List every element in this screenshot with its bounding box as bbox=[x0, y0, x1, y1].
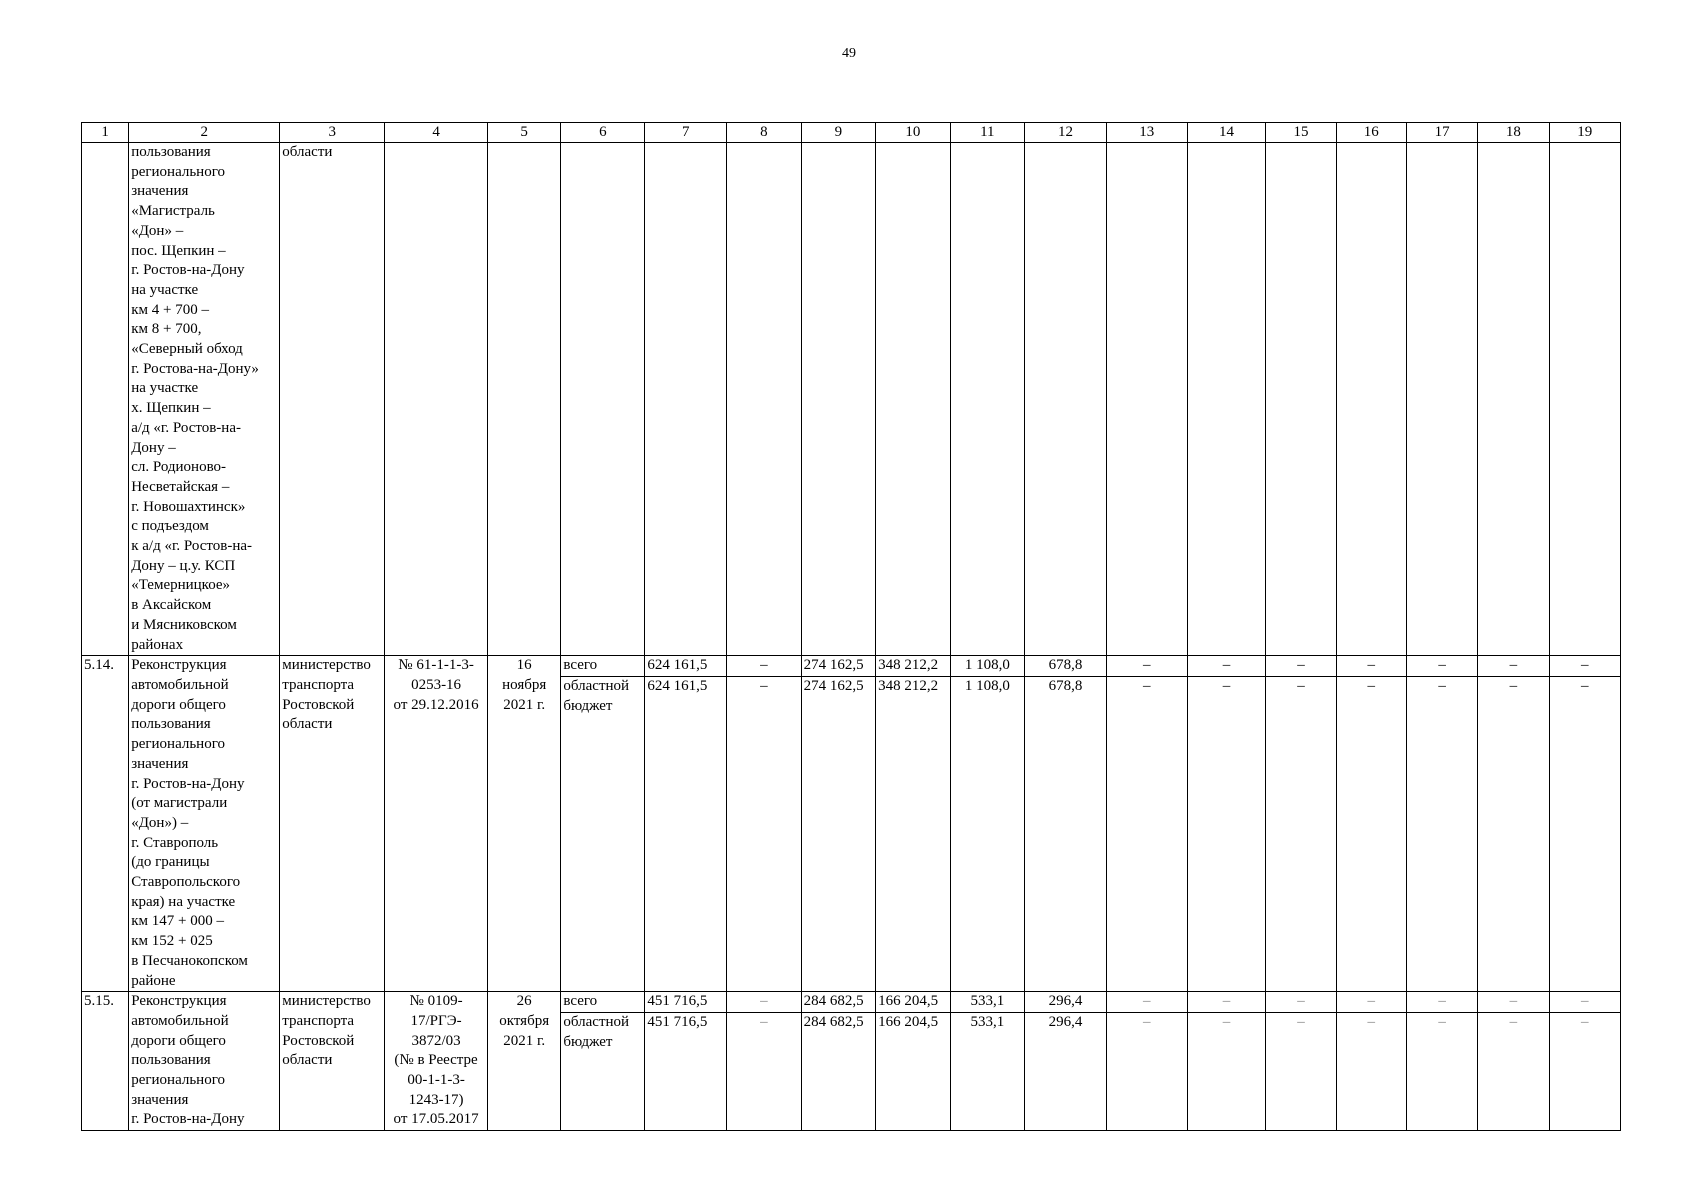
value-cell bbox=[950, 992, 1024, 1131]
value-budget: – bbox=[1550, 676, 1620, 697]
empty-cell bbox=[876, 143, 950, 656]
value-cell bbox=[1406, 656, 1477, 992]
column-number: 13 bbox=[1106, 123, 1187, 143]
empty-cell bbox=[1187, 143, 1266, 656]
value-budget: 348 212,2 bbox=[876, 676, 949, 697]
value-total: 624 161,5 bbox=[647, 657, 708, 674]
value-total: – bbox=[1143, 657, 1151, 674]
expertise-doc-cell: № 0109- 17/РГЭ- 3872/03 (№ в Реестре 00-1-1-3- 1243-17) от 17.05.2017 bbox=[385, 992, 488, 1131]
value-budget: – bbox=[1478, 1012, 1548, 1033]
value-total: – bbox=[1367, 657, 1376, 674]
value-cell bbox=[1106, 656, 1187, 992]
empty-cell bbox=[561, 143, 645, 656]
value-budget: 296,4 bbox=[1025, 1012, 1106, 1033]
value-cell bbox=[1406, 992, 1477, 1131]
value-budget: – bbox=[1478, 676, 1548, 697]
column-number: 1 bbox=[82, 123, 129, 143]
value-total: – bbox=[1297, 993, 1305, 1010]
value-budget: – bbox=[1266, 676, 1335, 697]
value-total: – bbox=[1367, 993, 1376, 1010]
column-number: 2 bbox=[129, 123, 280, 143]
funding-source-cell bbox=[561, 992, 645, 1131]
funding-total-label: всего bbox=[563, 993, 598, 1010]
empty-cell bbox=[1406, 143, 1477, 656]
column-number: 10 bbox=[876, 123, 950, 143]
value-budget: 451 716,5 bbox=[645, 1012, 726, 1033]
column-number: 14 bbox=[1187, 123, 1266, 143]
value-total: 274 162,5 bbox=[803, 657, 864, 674]
column-number: 7 bbox=[645, 123, 727, 143]
empty-cell bbox=[727, 143, 801, 656]
value-cell bbox=[1549, 656, 1620, 992]
column-number: 11 bbox=[950, 123, 1024, 143]
value-cell bbox=[1025, 992, 1107, 1131]
value-budget: – bbox=[1107, 1012, 1187, 1033]
column-number: 3 bbox=[280, 123, 385, 143]
column-number: 15 bbox=[1266, 123, 1336, 143]
value-cell bbox=[727, 656, 801, 992]
object-name-cell: Реконструкция автомобильной дороги общего пользования регионального значения г. Ростов-на-Дону bbox=[129, 992, 280, 1131]
value-budget: 166 204,5 bbox=[876, 1012, 949, 1033]
funding-source-cell bbox=[561, 656, 645, 992]
column-number: 4 bbox=[385, 123, 488, 143]
empty-cell bbox=[1106, 143, 1187, 656]
value-budget: – bbox=[1188, 676, 1266, 697]
value-cell bbox=[645, 656, 727, 992]
empty-cell bbox=[1336, 143, 1406, 656]
value-total: – bbox=[1438, 657, 1446, 674]
value-total: 284 682,5 bbox=[803, 993, 864, 1010]
column-number: 18 bbox=[1478, 123, 1549, 143]
value-cell bbox=[1549, 992, 1620, 1131]
value-cell bbox=[1336, 992, 1406, 1131]
value-cell bbox=[1187, 656, 1266, 992]
value-total: – bbox=[1509, 993, 1518, 1010]
column-number-row bbox=[82, 123, 1621, 143]
value-cell bbox=[801, 656, 875, 992]
value-total: 166 204,5 bbox=[878, 993, 939, 1010]
value-total: – bbox=[1143, 993, 1151, 1010]
budget-table bbox=[81, 122, 1621, 1131]
value-budget: – bbox=[727, 1012, 800, 1033]
row-number-cell: 5.15. bbox=[82, 992, 129, 1131]
value-cell bbox=[1478, 992, 1549, 1131]
funding-total-label: всего bbox=[563, 657, 598, 674]
value-cell bbox=[1025, 656, 1107, 992]
customer-cell: области bbox=[280, 143, 385, 656]
value-cell bbox=[801, 992, 875, 1131]
funding-budget-label: областной бюджет bbox=[561, 1012, 644, 1052]
value-cell bbox=[876, 656, 950, 992]
value-budget: – bbox=[1107, 676, 1187, 697]
value-total: – bbox=[760, 657, 768, 674]
funding-budget-label: областной бюджет bbox=[561, 676, 644, 716]
value-cell bbox=[1187, 992, 1266, 1131]
value-total: – bbox=[760, 993, 768, 1010]
value-budget: – bbox=[1266, 1012, 1335, 1033]
column-number: 12 bbox=[1025, 123, 1107, 143]
expertise-doc-cell: № 61-1-1-3- 0253-16 от 29.12.2016 bbox=[385, 656, 488, 992]
value-cell bbox=[876, 992, 950, 1131]
column-number: 5 bbox=[487, 123, 560, 143]
empty-cell bbox=[1478, 143, 1549, 656]
value-budget: – bbox=[1407, 676, 1477, 697]
value-cell bbox=[645, 992, 727, 1131]
value-budget: 678,8 bbox=[1025, 676, 1106, 697]
object-name-cell: пользования регионального значения «Магистраль «Дон» – пос. Щепкин – г. Ростов-на-Дону на участке км 4 + 700 – км 8 + 700, «Северный обход г. Ростова-на-Дону» на участке х. Щепкин – а/д «г. Ростов-на- Дону – сл. Родионово- Несветайская – г. Новошахтинск» с подъездом к а/д «г. Ростов-на- Дону – ц.у. КСП «Темерницкое» в Аксайском и Мясниковском районах bbox=[129, 143, 280, 656]
value-budget: 624 161,5 bbox=[645, 676, 726, 697]
empty-cell bbox=[1266, 143, 1336, 656]
table-row-5-14 bbox=[82, 656, 1621, 992]
column-number: 19 bbox=[1549, 123, 1620, 143]
empty-cell bbox=[645, 143, 727, 656]
value-budget: 274 162,5 bbox=[802, 676, 875, 697]
value-total: 451 716,5 bbox=[647, 993, 708, 1010]
column-number: 6 bbox=[561, 123, 645, 143]
value-total: – bbox=[1509, 657, 1518, 674]
object-name-cell: Реконструкция автомобильной дороги общего пользования регионального значения г. Ростов-на-Дону (от магистрали «Дон») – г. Ставрополь (до границы Ставропольского края) на участке км 147 + 000 – км 152 + 025 в Песчанокопском районе bbox=[129, 656, 280, 992]
value-total: – bbox=[1297, 657, 1305, 674]
value-total: 1 108,0 bbox=[964, 657, 1010, 674]
value-budget: – bbox=[1188, 1012, 1266, 1033]
value-total: – bbox=[1222, 657, 1231, 674]
row-number-cell: 5.14. bbox=[82, 656, 129, 992]
value-cell bbox=[950, 656, 1024, 992]
date-cell: 16 ноября 2021 г. bbox=[487, 656, 560, 992]
column-number: 17 bbox=[1406, 123, 1477, 143]
empty-cell bbox=[385, 143, 488, 656]
value-cell bbox=[1336, 656, 1406, 992]
customer-cell: министерство транспорта Ростовской области bbox=[280, 992, 385, 1131]
value-total: 296,4 bbox=[1048, 993, 1083, 1010]
value-budget: – bbox=[1337, 676, 1406, 697]
value-total: – bbox=[1438, 993, 1446, 1010]
empty-cell bbox=[1549, 143, 1620, 656]
table-row-continuation bbox=[82, 143, 1621, 656]
value-total: 348 212,2 bbox=[878, 657, 939, 674]
value-total: – bbox=[1222, 993, 1231, 1010]
value-cell bbox=[1266, 992, 1336, 1131]
row-number-cell bbox=[82, 143, 129, 656]
value-cell bbox=[1478, 656, 1549, 992]
column-number: 8 bbox=[727, 123, 801, 143]
empty-cell bbox=[1025, 143, 1107, 656]
value-cell bbox=[1106, 992, 1187, 1131]
value-budget: – bbox=[727, 676, 800, 697]
value-budget: 533,1 bbox=[951, 1012, 1024, 1033]
value-cell bbox=[727, 992, 801, 1131]
value-cell bbox=[1266, 656, 1336, 992]
value-budget: 284 682,5 bbox=[802, 1012, 875, 1033]
empty-cell bbox=[487, 143, 560, 656]
value-total: 678,8 bbox=[1048, 657, 1083, 674]
column-number: 9 bbox=[801, 123, 875, 143]
value-budget: 1 108,0 bbox=[951, 676, 1024, 697]
date-cell: 26 октября 2021 г. bbox=[487, 992, 560, 1131]
column-number: 16 bbox=[1336, 123, 1406, 143]
customer-cell: министерство транспорта Ростовской области bbox=[280, 656, 385, 992]
value-budget: – bbox=[1407, 1012, 1477, 1033]
value-budget: – bbox=[1337, 1012, 1406, 1033]
value-budget: – bbox=[1550, 1012, 1620, 1033]
empty-cell bbox=[950, 143, 1024, 656]
value-total: – bbox=[1581, 993, 1589, 1010]
value-total: 533,1 bbox=[970, 993, 1005, 1010]
page-number: 49 bbox=[842, 46, 856, 61]
empty-cell bbox=[801, 143, 875, 656]
value-total: – bbox=[1581, 657, 1589, 674]
table-row-5-15 bbox=[82, 992, 1621, 1131]
